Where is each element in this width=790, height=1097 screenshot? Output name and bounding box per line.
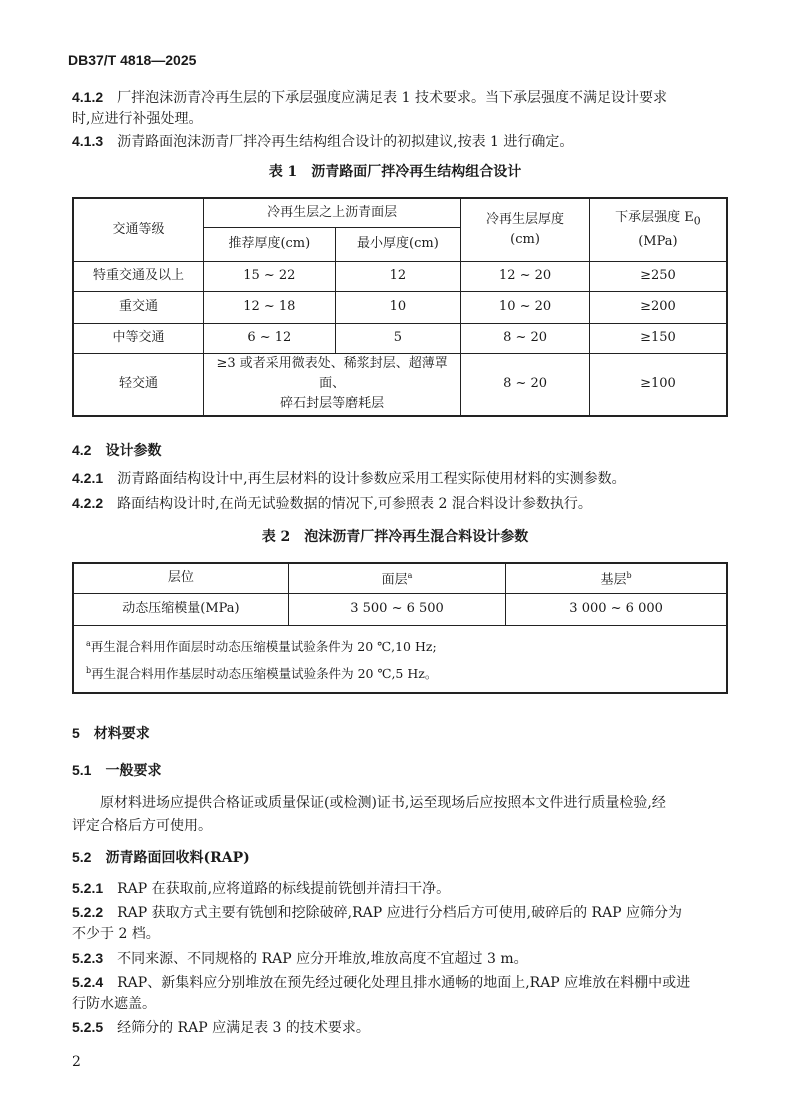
clause-number: 5.2.4 (72, 974, 104, 990)
clause-5-2-1 (72, 879, 450, 898)
clause-4-1-3 (72, 132, 573, 151)
table1 (72, 197, 728, 417)
clause-5-2-2-cont: 不少于 2 档。 (72, 926, 160, 942)
cell-surface-line: 碎石封层等磨耗层 (280, 396, 385, 412)
section-5-1-heading (72, 761, 161, 780)
cell-strength: ≥200 (589, 291, 727, 323)
footnote-text: 再生混合料用作面层时动态压缩模量试验条件为 20 ℃,10 Hz; (90, 638, 437, 654)
clause-text: 沥青路面泡沫沥青厂拌冷再生结构组合设计的初拟建议,按表 1 进行确定。 (117, 134, 574, 150)
table-row (73, 291, 727, 323)
clause-5-2-4 (72, 973, 690, 992)
page-number: 2 (72, 1054, 81, 1070)
cell-thickness: 10 ~ 20 (461, 291, 590, 323)
header-strength-subscript: 0 (693, 214, 701, 228)
cell-surface-merged (204, 353, 461, 416)
section-number: 5.1 (72, 762, 92, 778)
section-title: 材料要求 (93, 726, 150, 742)
cell-traffic: 中等交通 (73, 323, 204, 353)
cell-recommended: 12 ~ 18 (204, 291, 336, 323)
section-5-heading (72, 724, 150, 743)
clause-number: 4.2.1 (72, 470, 104, 486)
cell-minimum: 10 (335, 291, 461, 323)
header-layer: 层位 (73, 563, 288, 593)
table-row (73, 353, 727, 416)
clause-number: 5.2.2 (72, 904, 104, 920)
table2-notes (73, 625, 727, 693)
clause-text: RAP 在获取前,应将道路的标线提前铣刨并清扫干净。 (117, 881, 451, 897)
table-row (73, 593, 727, 625)
cell-thickness: 12 ~ 20 (461, 261, 590, 291)
header-surface (288, 563, 505, 593)
document-id: DB37/T 4818—2025 (68, 52, 197, 68)
cell-traffic: 轻交通 (73, 353, 204, 416)
section-title: 一般要求 (105, 763, 162, 779)
clause-5-2-3 (72, 949, 528, 968)
section-title: 设计参数 (105, 443, 162, 459)
cell-minimum: 5 (335, 323, 461, 353)
clause-4-2-2 (72, 494, 592, 513)
footnote-a (86, 632, 714, 659)
header-recommended: 推荐厚度(cm) (204, 227, 336, 261)
section-title: 沥青路面回收料(RAP) (105, 850, 250, 866)
cell-label: 动态压缩模量(MPa) (73, 593, 288, 625)
clause-number: 4.1.2 (72, 89, 104, 105)
header-strength (589, 198, 727, 261)
clause-text: RAP 获取方式主要有铣刨和挖除破碎,RAP 应进行分档后方可使用,破碎后的 RAP 应筛分为 (117, 905, 683, 921)
clause-number: 5.2.1 (72, 880, 104, 896)
header-thickness-unit: (cm) (510, 231, 540, 247)
clause-number: 4.2.2 (72, 495, 104, 511)
clause-5-2-4-cont: 行防水遮盖。 (72, 996, 156, 1012)
header-minimum: 最小厚度(cm) (335, 227, 461, 261)
clause-text: 厂拌泡沫沥青冷再生层的下承层强度应满足表 1 技术要求。当下承层强度不满足设计要求 (117, 90, 667, 106)
footnote-mark: b (626, 571, 632, 581)
clause-4-1-2-cont: 时,应进行补强处理。 (72, 111, 203, 127)
cell-strength: ≥250 (589, 261, 727, 291)
cell-recommended: 15 ~ 22 (204, 261, 336, 291)
header-surface-group: 冷再生层之上沥青面层 (204, 198, 461, 227)
clause-number: 5.2.5 (72, 1019, 104, 1035)
header-strength-unit: (MPa) (638, 233, 678, 249)
cell-surface: 3 500 ~ 6 500 (288, 593, 505, 625)
header-thickness-label: 冷再生层厚度 (486, 211, 565, 227)
table-row (73, 323, 727, 353)
header-surface-label: 面层 (381, 572, 408, 588)
clause-4-1-2 (72, 88, 667, 107)
paragraph-line: 原材料进场应提供合格证或质量保证(或检测)证书,运至现场后应按照本文件进行质量检验,经 (100, 795, 666, 811)
table-row (73, 261, 727, 291)
cell-base: 3 000 ~ 6 000 (506, 593, 727, 625)
clause-text: 路面结构设计时,在尚无试验数据的情况下,可参照表 2 混合料设计参数执行。 (117, 496, 592, 512)
footnote-mark: a (86, 638, 91, 648)
footnote-mark: a (407, 571, 413, 581)
cell-recommended: 6 ~ 12 (204, 323, 336, 353)
table2 (72, 562, 728, 694)
section-4-2-heading (72, 441, 161, 460)
table2-title: 表 2 泡沫沥青厂拌冷再生混合料设计参数 (261, 529, 529, 545)
header-traffic: 交通等级 (73, 198, 204, 261)
header-base-label: 基层 (600, 572, 627, 588)
clause-text: 沥青路面结构设计中,再生层材料的设计参数应采用工程实际使用材料的实测参数。 (117, 471, 626, 487)
cell-traffic: 重交通 (73, 291, 204, 323)
header-base (506, 563, 727, 593)
header-thickness (461, 198, 590, 261)
section-number: 5.2 (72, 849, 92, 865)
footnote-b (86, 659, 714, 686)
footnote-mark: b (86, 665, 92, 675)
cell-strength: ≥100 (589, 353, 727, 416)
cell-minimum: 12 (335, 261, 461, 291)
cell-thickness: 8 ~ 20 (461, 323, 590, 353)
clause-4-2-1 (72, 469, 626, 488)
cell-traffic: 特重交通及以上 (73, 261, 204, 291)
clause-text: 不同来源、不同规格的 RAP 应分开堆放,堆放高度不宜超过 3 m。 (117, 951, 528, 967)
paragraph-line: 评定合格后方可使用。 (72, 818, 212, 834)
header-strength-label: 下承层强度 E (615, 209, 694, 225)
clause-5-2-2 (72, 903, 682, 922)
table1-title: 表 1 沥青路面厂拌冷再生结构组合设计 (268, 164, 522, 180)
cell-thickness: 8 ~ 20 (461, 353, 590, 416)
clause-text: RAP、新集料应分别堆放在预先经过硬化处理且排水通畅的地面上,RAP 应堆放在料棚中或进 (117, 975, 691, 991)
clause-text: 经筛分的 RAP 应满足表 3 的技术要求。 (117, 1020, 370, 1036)
section-number: 4.2 (72, 442, 92, 458)
section-number: 5 (72, 725, 80, 741)
cell-strength: ≥150 (589, 323, 727, 353)
clause-5-2-5 (72, 1018, 370, 1037)
section-5-2-heading (72, 848, 250, 867)
clause-number: 5.2.3 (72, 950, 104, 966)
cell-surface-line: ≥3 或者采用微表处、稀浆封层、超薄罩面、 (216, 356, 448, 392)
footnote-text: 再生混合料用作基层时动态压缩模量试验条件为 20 ℃,5 Hz。 (91, 665, 438, 681)
clause-number: 4.1.3 (72, 133, 104, 149)
